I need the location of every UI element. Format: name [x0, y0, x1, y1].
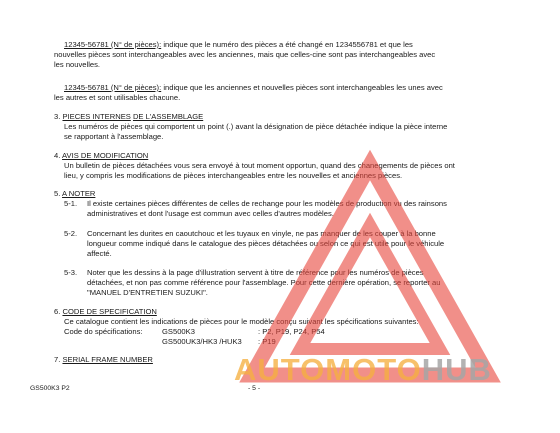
watermark-text-automoto: AUTOMOTO: [234, 352, 422, 387]
note-5-1-number: 5-1.: [64, 199, 78, 208]
p1-line3: les nouvelles.: [54, 60, 101, 69]
section-3-title-a: PIECES INTERNES: [62, 112, 131, 121]
note-5-2-line1: Concernant les durites en caoutchouc et les tuyaux en vinyle, ne pas manquer de les couper à la bonne: [87, 229, 436, 238]
p2-line2: les autres et sont utilisables chacune.: [54, 93, 181, 102]
section-5-number: 5.: [54, 189, 61, 198]
p1-line2: nouvelles pièces sont interchangeables avec les anciennes, mais que celles-cine sont pas interchangeables avec: [54, 50, 436, 59]
section-3-line2: se rapportant à l'assemblage.: [64, 132, 164, 141]
note-5-3-line3: "MANUEL D'ENTRETIEN SUZUKI".: [87, 288, 208, 297]
p2-line1: [64, 83, 443, 94]
section-5-heading: [54, 189, 95, 200]
section-7-title: SERIAL FRAME NUMBER: [62, 355, 153, 364]
section-7-number: 7.: [54, 355, 61, 364]
note-5-2-line2: longueur comme indiqué dans le catalogue des pièces détachées ou selon ce qui est utile pour le véhicule: [87, 239, 445, 248]
section-4-line2: lieu, y compris les modifications de pièces interchangeables entre les nouvelles et anciennes pièces.: [64, 171, 403, 180]
section-6-heading: [54, 307, 157, 318]
section-4-heading: [54, 151, 148, 162]
section-4-number: 4.: [54, 151, 61, 160]
section-4-title: AVIS DE MODIFICATION: [62, 151, 149, 160]
note-5-3-line1: Noter que les dessins à la page d'illustration servent à titre de référence pour les numéros de pièces: [87, 268, 424, 277]
footer-page-number: - 5 -: [248, 385, 261, 392]
section-3-heading: [54, 112, 203, 123]
spec-code-label: Code do spécifications:: [64, 327, 143, 336]
note-5-2-line3: affecté.: [87, 249, 112, 258]
note-5-3-line2: détachées, et non pas comme référence pour l'assemblage. Pour cette dernière opération, se reporter au: [87, 278, 441, 287]
p1-line1: [64, 40, 413, 51]
note-5-3-number: 5-3.: [64, 268, 78, 277]
section-6-title: CODE DE SPECIFICATION: [62, 307, 157, 316]
section-5-title: A NOTER: [62, 189, 96, 198]
section-4-line1: Un bulletin de pièces détachées vous sera envoyé à tout moment opportun, quand des chanegements de pièces ont: [64, 161, 455, 170]
spec-row-1-model: GS500K3: [162, 327, 195, 336]
watermark-text: [234, 352, 492, 388]
section-3-number: 3.: [54, 112, 61, 121]
footer-model-code: GS500K3 P2: [30, 385, 70, 392]
spec-row-1-pages: : P2, P19, P24, P54: [258, 327, 325, 336]
p1-line1-rest: indique que le numéro des pièces a été changé en 1234556781 et que les: [163, 40, 413, 49]
section-6-number: 6.: [54, 307, 61, 316]
spec-row-2-model: GS500UK3/HK3 /HUK3: [162, 337, 242, 346]
p2-part-ref: 12345-56781 (N° de pièces):: [64, 83, 162, 92]
watermark-text-hub: HUB: [421, 352, 492, 387]
section-7-heading: [54, 355, 153, 366]
note-5-1-line1: Il existe certaines pièces différentes de celles de rechange pour les modèles de production vu des rainsons: [87, 199, 447, 208]
spec-row-2-pages: : P19: [258, 337, 276, 346]
note-5-1-line2: administratives et dont l'usage est commun avec celles d'autres modèles.: [87, 209, 334, 218]
section-3-title-b: DE L'ASSEMBLAGE: [132, 112, 204, 121]
p1-part-ref: 12345-56781 (N° de pièces):: [64, 40, 162, 49]
note-5-2-number: 5-2.: [64, 229, 78, 238]
section-6-line1: Ce catalogue contient les indications de pièces pour le modèle conçu suivant les spécifications suivantes:: [64, 317, 419, 326]
section-3-line1: Les numéros de pièces qui comportent un point (.) avant la désignation de pièce détachée indique la pièce interne: [64, 122, 448, 131]
p2-line1-rest: indique que les anciennes et nouvelles pièces sont interchangeables les unes avec: [163, 83, 443, 92]
